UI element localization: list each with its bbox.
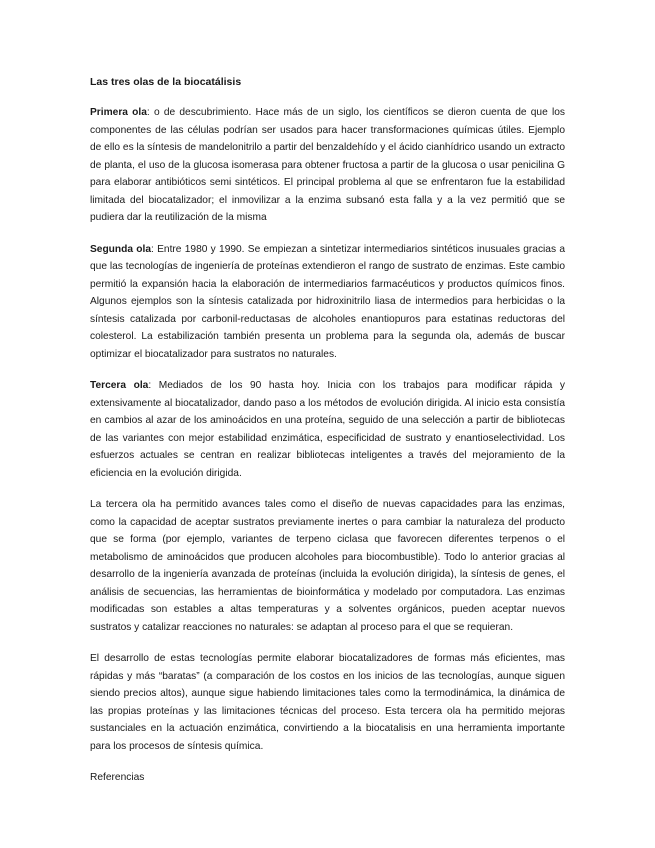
paragraph-desarrollo — [90, 650, 565, 755]
paragraph-lead: Primera ola — [90, 107, 147, 118]
paragraph-lead: Segunda ola — [90, 243, 152, 255]
paragraph-text: El desarrollo de estas tecnologías permite elaborar biocatalizadores de formas más eficientes, mas rápidas y más “baratas” (a comparación de los costos en los inicios de las tecnologías, aunque siguen siendo precios altos), aunque sigue habiendo limitaciones tales como la termodinámica, la dinámica de las propias proteínas y las limitaciones técnicas del proceso. Esta tercera ola ha permitido mejoras sustanciales en la actuación enzimática, convirtiendo a la biocatalisis en una herramienta importante para los procesos de síntesis química. — [90, 653, 565, 752]
references-heading: Referencias — [90, 772, 145, 783]
paragraph-text: : Entre 1980 y 1990. Se empiezan a sintetizar intermediarios sintéticos inusuales gracias a que las tecnologías de ingeniería de proteínas extendieron el rango de sustrato de enzimas. Este cambio permitió la expansión hacia la elaboración de intermediarios farmacéuticos y productos químicos finos. Algunos ejemplos son la síntesis catalizada por hidroxinitrilo liasa de intermedios para herbicidas o la síntesis catalizada por carbonil-reductasas de alcoholes enantiopuros para estatinas reductoras del colesterol. La estabilización también presenta un problema para la segunda ola, además de buscar optimizar el biocatalizador para sustratos no naturales. — [90, 243, 565, 360]
document-page — [90, 74, 565, 787]
paragraph-lead: Tercera ola — [90, 380, 149, 391]
paragraph-avances — [90, 496, 565, 636]
paragraph-text: La tercera ola ha permitido avances tales como el diseño de nuevas capacidades para las enzimas, como la capacidad de aceptar sustratos previamente inertes o para cambiar la naturaleza del producto que se forma (por ejemplo, variantes de terpeno ciclasa que favorecen diferentes terpenos o el metabolismo de aminoácidos que producen alcoholes para biocombustible). Todo lo anterior gracias al desarrollo de la ingeniería avanzada de proteínas (incluida la evolución dirigida), la síntesis de genes, el análisis de secuencias, las herramientas de bioinformática y modelado por computadora. Las enzimas modificadas son estables a altas temperaturas y a solventes orgánicos, pueden aceptar nuevos sustratos y catalizar reacciones no naturales: se adaptan al proceso para el que se requieran. — [90, 499, 565, 633]
paragraph-primera-ola — [90, 104, 565, 227]
paragraph-text: : o de descubrimiento. Hace más de un siglo, los científicos se dieron cuenta de que los componentes de las células podrían ser usados para hacer transformaciones químicas útiles. Ejemplo de ello es la síntesis de mandelonitrilo a partir del benzaldehído y el ácido cianhídrico usando un extracto de planta, el uso de la glucosa isomerasa para obtener fructosa a partir de la glucosa o usar penicilina G para elaborar antibióticos semi sintéticos. El principal problema al que se enfrentaron fue la estabilidad limitada del biocatalizador; el inmovilizar a la enzima subsanó esta falla y a la vez permitió que se pudiera dar la reutilización de la misma — [90, 107, 565, 223]
document-title: Las tres olas de la biocatálisis — [90, 76, 242, 88]
paragraph-tercera-ola — [90, 377, 565, 482]
paragraph-text: : Mediados de los 90 hasta hoy. Inicia con los trabajos para modificar rápida y extensivamente al biocatalizador, dando paso a los métodos de evolución dirigida. Al inicio esta consistía en cambios al azar de los aminoácidos en una proteína, seguido de una selección a partir de bibliotecas de las variantes con mejor estabilidad enzimática, especificidad de sustrato y enantioselectividad. Los esfuerzos actuales se centran en realizar bibliotecas inteligentes a través del mejoramiento de la eficiencia en la evolución dirigida. — [90, 380, 566, 479]
paragraph-segunda-ola — [90, 241, 565, 364]
